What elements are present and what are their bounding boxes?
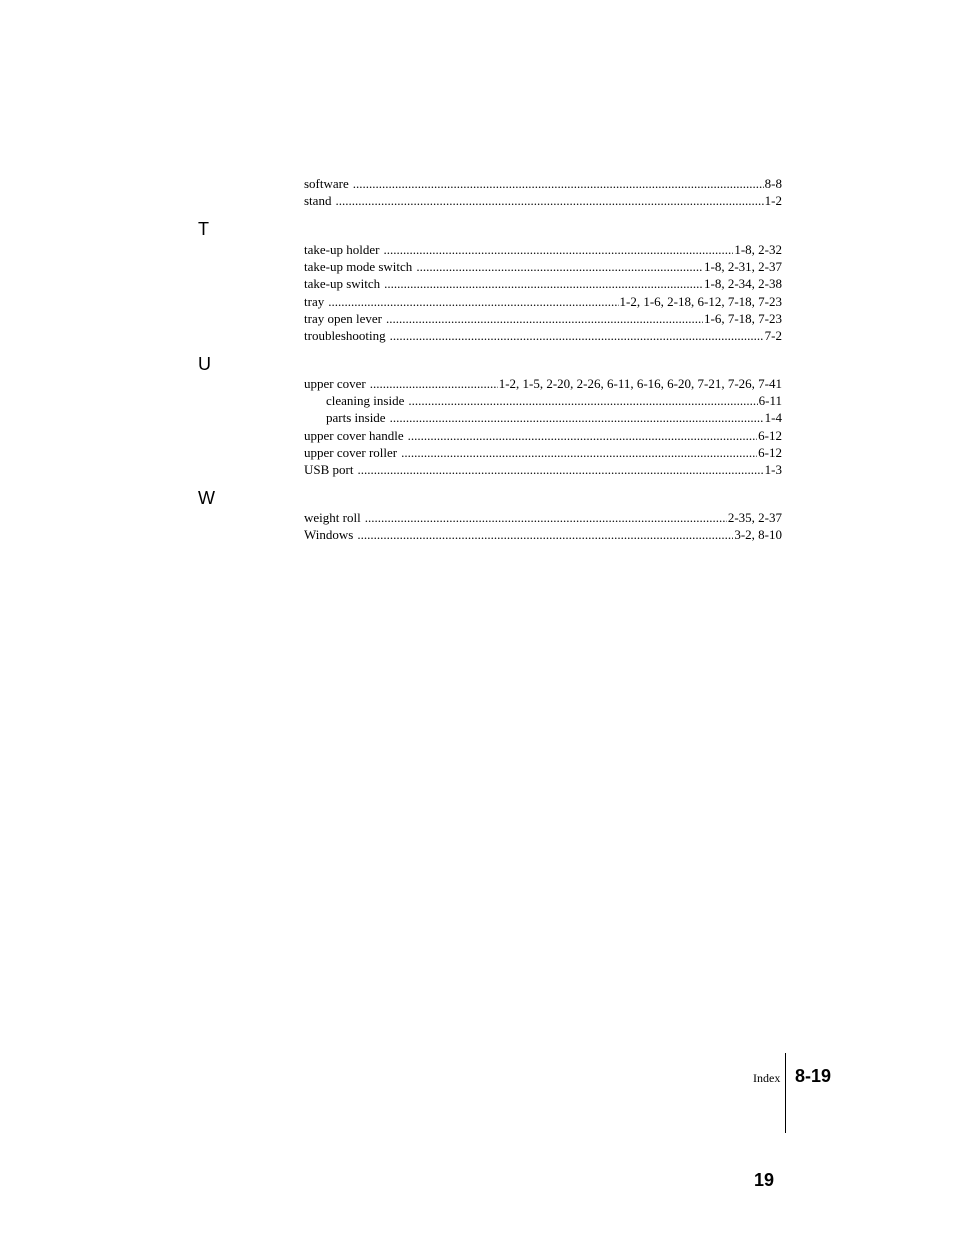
index-entry — [304, 526, 782, 543]
sheet-number: 19 — [754, 1170, 775, 1190]
entry-pages: 1-2 — [764, 193, 782, 209]
dot-leader — [386, 310, 703, 327]
section-letter-t: T — [198, 219, 209, 239]
entry-term: software — [304, 176, 349, 191]
dot-leader — [416, 258, 703, 275]
index-section-s — [304, 175, 782, 209]
entry-pages: 1-6, 7-18, 7-23 — [704, 310, 782, 326]
index-entry — [304, 310, 782, 327]
index-entry — [304, 375, 782, 392]
entry-pages: 1-8, 2-31, 2-37 — [704, 259, 782, 275]
entry-term: stand — [304, 193, 332, 209]
entry-term: troubleshooting — [304, 327, 386, 343]
entry-term: upper cover handle — [304, 427, 404, 443]
entry-term: weight roll — [304, 510, 361, 525]
index-entry — [304, 327, 782, 344]
entry-term: USB port — [304, 461, 354, 477]
dot-leader — [383, 241, 733, 258]
entry-term: upper cover — [304, 376, 366, 391]
entry-pages: 1-8, 2-32 — [734, 242, 782, 257]
entry-term: take-up mode switch — [304, 259, 413, 275]
entry-pages: 1-8, 2-34, 2-38 — [704, 276, 782, 292]
index-subentry — [304, 392, 782, 409]
index-subentry — [304, 409, 782, 426]
dot-leader — [357, 461, 763, 478]
entry-pages: 1-2, 1-6, 2-18, 6-12, 7-18, 7-23 — [619, 293, 782, 309]
index-section-w — [304, 509, 782, 543]
dot-leader — [328, 293, 618, 310]
dot-leader — [353, 175, 764, 192]
index-entry — [304, 175, 782, 192]
section-letter-w: W — [198, 488, 215, 508]
dot-leader — [390, 409, 764, 426]
index-entry — [304, 509, 782, 526]
dot-leader — [335, 192, 763, 209]
entry-pages: 1-2, 1-5, 2-20, 2-26, 6-11, 6-16, 6-20, 7-21, 7-26, 7-41 — [498, 376, 782, 391]
dot-leader — [390, 327, 764, 344]
footer-page-number: 8-19 — [795, 1066, 832, 1086]
index-entry — [304, 293, 782, 310]
entry-pages: 6-11 — [758, 393, 782, 409]
entry-pages: 3-2, 8-10 — [734, 527, 782, 543]
entry-pages: 1-3 — [764, 461, 782, 477]
entry-pages: 8-8 — [764, 176, 782, 191]
index-section-t — [304, 241, 782, 344]
entry-term: upper cover roller — [304, 444, 398, 460]
dot-leader — [365, 509, 727, 526]
entry-term: tray — [304, 293, 325, 309]
footer-divider — [785, 1053, 786, 1133]
dot-leader — [384, 275, 703, 292]
dot-leader — [408, 392, 757, 409]
index-entry — [304, 275, 782, 292]
entry-term: take-up switch — [304, 276, 381, 292]
index-section-u — [304, 375, 782, 478]
entry-term: cleaning inside — [326, 393, 405, 409]
entry-term: parts inside — [326, 410, 386, 426]
index-entry — [304, 241, 782, 258]
entry-term: Windows — [304, 527, 354, 543]
entry-term: tray open lever — [304, 310, 382, 326]
entry-pages: 6-12 — [758, 444, 782, 460]
dot-leader — [408, 427, 758, 444]
section-letter-u: U — [198, 354, 211, 374]
entry-pages: 7-2 — [764, 327, 782, 343]
index-entry — [304, 258, 782, 275]
dot-leader — [401, 444, 757, 461]
index-entry — [304, 427, 782, 444]
dot-leader — [370, 375, 498, 392]
entry-term: take-up holder — [304, 242, 380, 257]
dot-leader — [357, 526, 733, 543]
entry-pages: 2-35, 2-37 — [727, 510, 782, 525]
entry-pages: 6-12 — [758, 427, 782, 443]
entry-pages: 1-4 — [764, 410, 782, 426]
index-entry — [304, 444, 782, 461]
index-entry — [304, 461, 782, 478]
index-entry — [304, 192, 782, 209]
footer-section-label: Index — [753, 1071, 781, 1085]
